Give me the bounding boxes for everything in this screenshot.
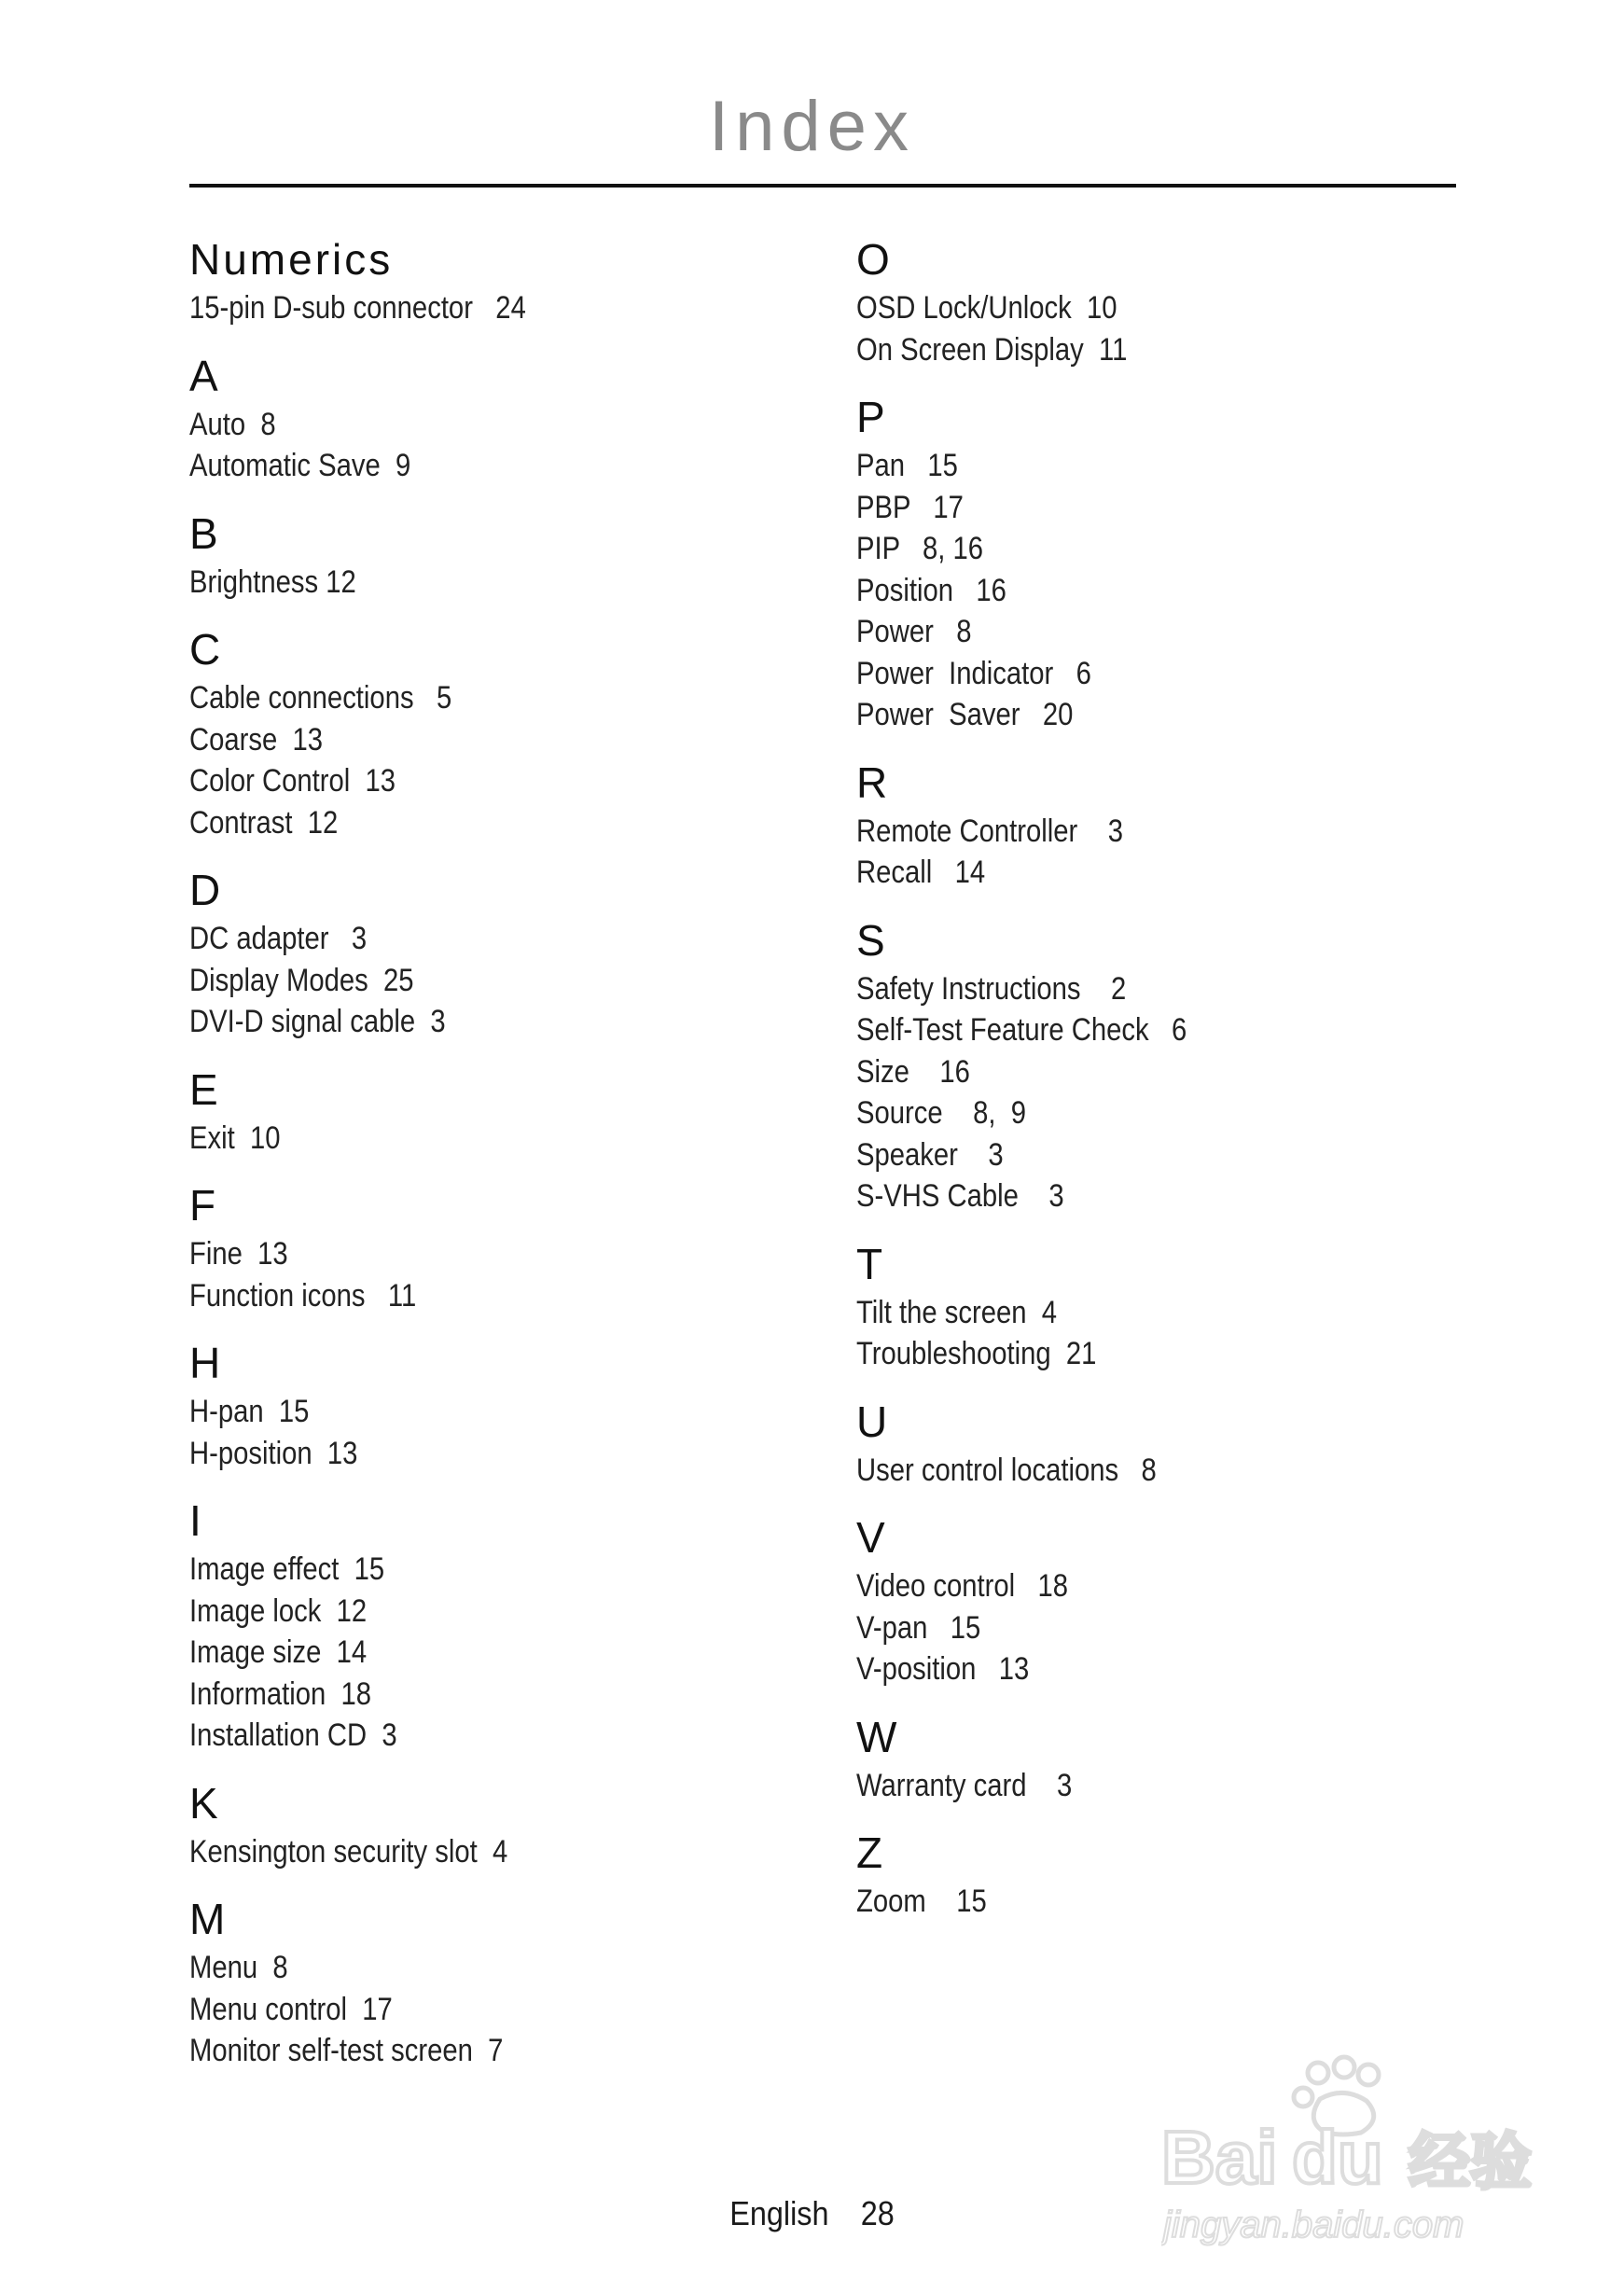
index-entry: Menu 8: [189, 1950, 288, 1985]
index-entry: Size 16: [856, 1053, 970, 1090]
section-heading: O: [856, 235, 890, 284]
index-entry: User control locations 8: [856, 1452, 1157, 1488]
svg-text:Bai: Bai: [1161, 2116, 1278, 2199]
index-section: [189, 1177, 786, 1316]
title-divider: [189, 184, 1456, 188]
index-entry: Image size 14: [189, 1634, 368, 1670]
index-entry: Warranty card 3: [856, 1767, 1073, 1803]
footer-language: English: [729, 2194, 829, 2232]
index-section: [189, 1062, 786, 1160]
index-section: [189, 1891, 786, 2072]
section-heading: E: [189, 1064, 218, 1114]
section-heading: H: [189, 1339, 221, 1387]
index-entry: Power Indicator 6: [856, 655, 1091, 691]
section-heading: D: [189, 866, 221, 914]
index-entry: Menu control 17: [189, 1991, 393, 2027]
index-section: [189, 1493, 786, 1757]
index-entry: 15-pin D-sub connector 24: [189, 290, 526, 326]
index-section: [856, 1236, 1453, 1375]
section-heading: C: [189, 625, 221, 674]
section-heading: T: [856, 1239, 883, 1288]
index-entry: S-VHS Cable 3: [856, 1178, 1064, 1214]
footer-page-number: 28: [860, 2194, 895, 2232]
section-heading: W: [856, 1712, 897, 1761]
index-entry: Video control 18: [856, 1568, 1069, 1604]
index-section: [189, 862, 786, 1043]
index-section: [189, 621, 786, 843]
section-heading: V: [856, 1513, 885, 1562]
section-heading: Numerics: [189, 235, 394, 284]
index-entry: Exit 10: [189, 1119, 281, 1156]
index-section: [856, 755, 1453, 894]
index-entry: Kensington security slot 4: [189, 1833, 508, 1870]
index-entry: OSD Lock/Unlock 10: [856, 290, 1117, 326]
index-entry: Contrast 12: [189, 804, 339, 841]
section-heading: U: [856, 1397, 888, 1446]
index-entry: Recall 14: [856, 855, 986, 890]
index-entry: Image effect 15: [189, 1551, 385, 1587]
index-entry: Installation CD 3: [189, 1717, 397, 1753]
baidu-watermark-logo: [1161, 2052, 1553, 2248]
index-section: [189, 231, 786, 329]
index-column-right: [856, 231, 1453, 1941]
index-entry: Tilt the screen 4: [856, 1294, 1058, 1330]
index-entry: Pan 15: [856, 448, 958, 483]
section-heading: Z: [856, 1828, 883, 1877]
index-section: [189, 1775, 786, 1873]
section-heading: K: [189, 1778, 218, 1828]
index-entry: Function icons 11: [189, 1277, 417, 1314]
index-entry: V-position 13: [856, 1651, 1030, 1687]
index-entry: Image lock 12: [189, 1592, 368, 1629]
index-entry: Safety Instructions 2: [856, 970, 1127, 1007]
index-entry: Position 16: [856, 572, 1006, 608]
index-entry: Speaker 3: [856, 1136, 1004, 1173]
section-heading: S: [856, 915, 885, 965]
index-section: [189, 348, 786, 487]
index-section: [856, 1709, 1453, 1807]
index-entry: Information 18: [189, 1675, 372, 1712]
index-section: [189, 1335, 786, 1474]
index-entry: On Screen Display 11: [856, 331, 1128, 368]
index-entry: H-position 13: [189, 1435, 358, 1471]
svg-text:jingyan.baidu.com: jingyan.baidu.com: [1163, 2204, 1464, 2245]
index-section: [856, 1394, 1453, 1492]
index-section: [856, 912, 1453, 1217]
index-section: [856, 389, 1453, 736]
index-entry: Coarse 13: [189, 721, 324, 758]
index-column-left: [189, 231, 786, 2091]
index-entry: Cable connections 5: [189, 680, 452, 716]
index-entry: V-pan 15: [856, 1609, 981, 1646]
section-heading: A: [189, 351, 218, 400]
index-entry: Zoom 15: [856, 1884, 987, 1919]
index-entry: Display Modes 25: [189, 962, 414, 998]
page-title: Index: [709, 87, 915, 166]
index-entry: DC adapter 3: [189, 921, 368, 956]
index-section: [856, 231, 1453, 370]
section-heading: R: [856, 758, 888, 807]
index-entry: PIP 8, 16: [856, 531, 984, 566]
section-heading: M: [189, 1895, 226, 1943]
index-entry: Automatic Save 9: [189, 448, 411, 483]
index-entry: Power Saver 20: [856, 697, 1074, 732]
section-heading: F: [189, 1181, 216, 1230]
index-entry: Brightness 12: [189, 563, 356, 600]
index-entry: Auto 8: [189, 406, 276, 442]
svg-text:经验: 经验: [1409, 2127, 1532, 2196]
index-section: [189, 506, 786, 604]
index-entry: Remote Controller 3: [856, 813, 1124, 849]
section-heading: I: [189, 1496, 201, 1545]
section-heading: P: [856, 393, 885, 441]
svg-text:du: du: [1292, 2116, 1383, 2199]
index-entry: H-pan 15: [189, 1394, 310, 1429]
index-entry: Source 8, 9: [856, 1095, 1027, 1131]
section-heading: B: [189, 508, 218, 558]
index-section: [856, 1509, 1453, 1690]
index-entry: Troubleshooting 21: [856, 1336, 1097, 1371]
index-entry: Self-Test Feature Check 6: [856, 1012, 1187, 1048]
index-entry: Fine 13: [189, 1236, 288, 1272]
index-entry: DVI-D signal cable 3: [189, 1004, 446, 1039]
index-section: [856, 1825, 1453, 1923]
index-entry: Power 8: [856, 614, 972, 649]
index-entry: Monitor self-test screen 7: [189, 2033, 504, 2068]
index-entry: Color Control 13: [189, 763, 396, 799]
index-entry: PBP 17: [856, 489, 964, 525]
